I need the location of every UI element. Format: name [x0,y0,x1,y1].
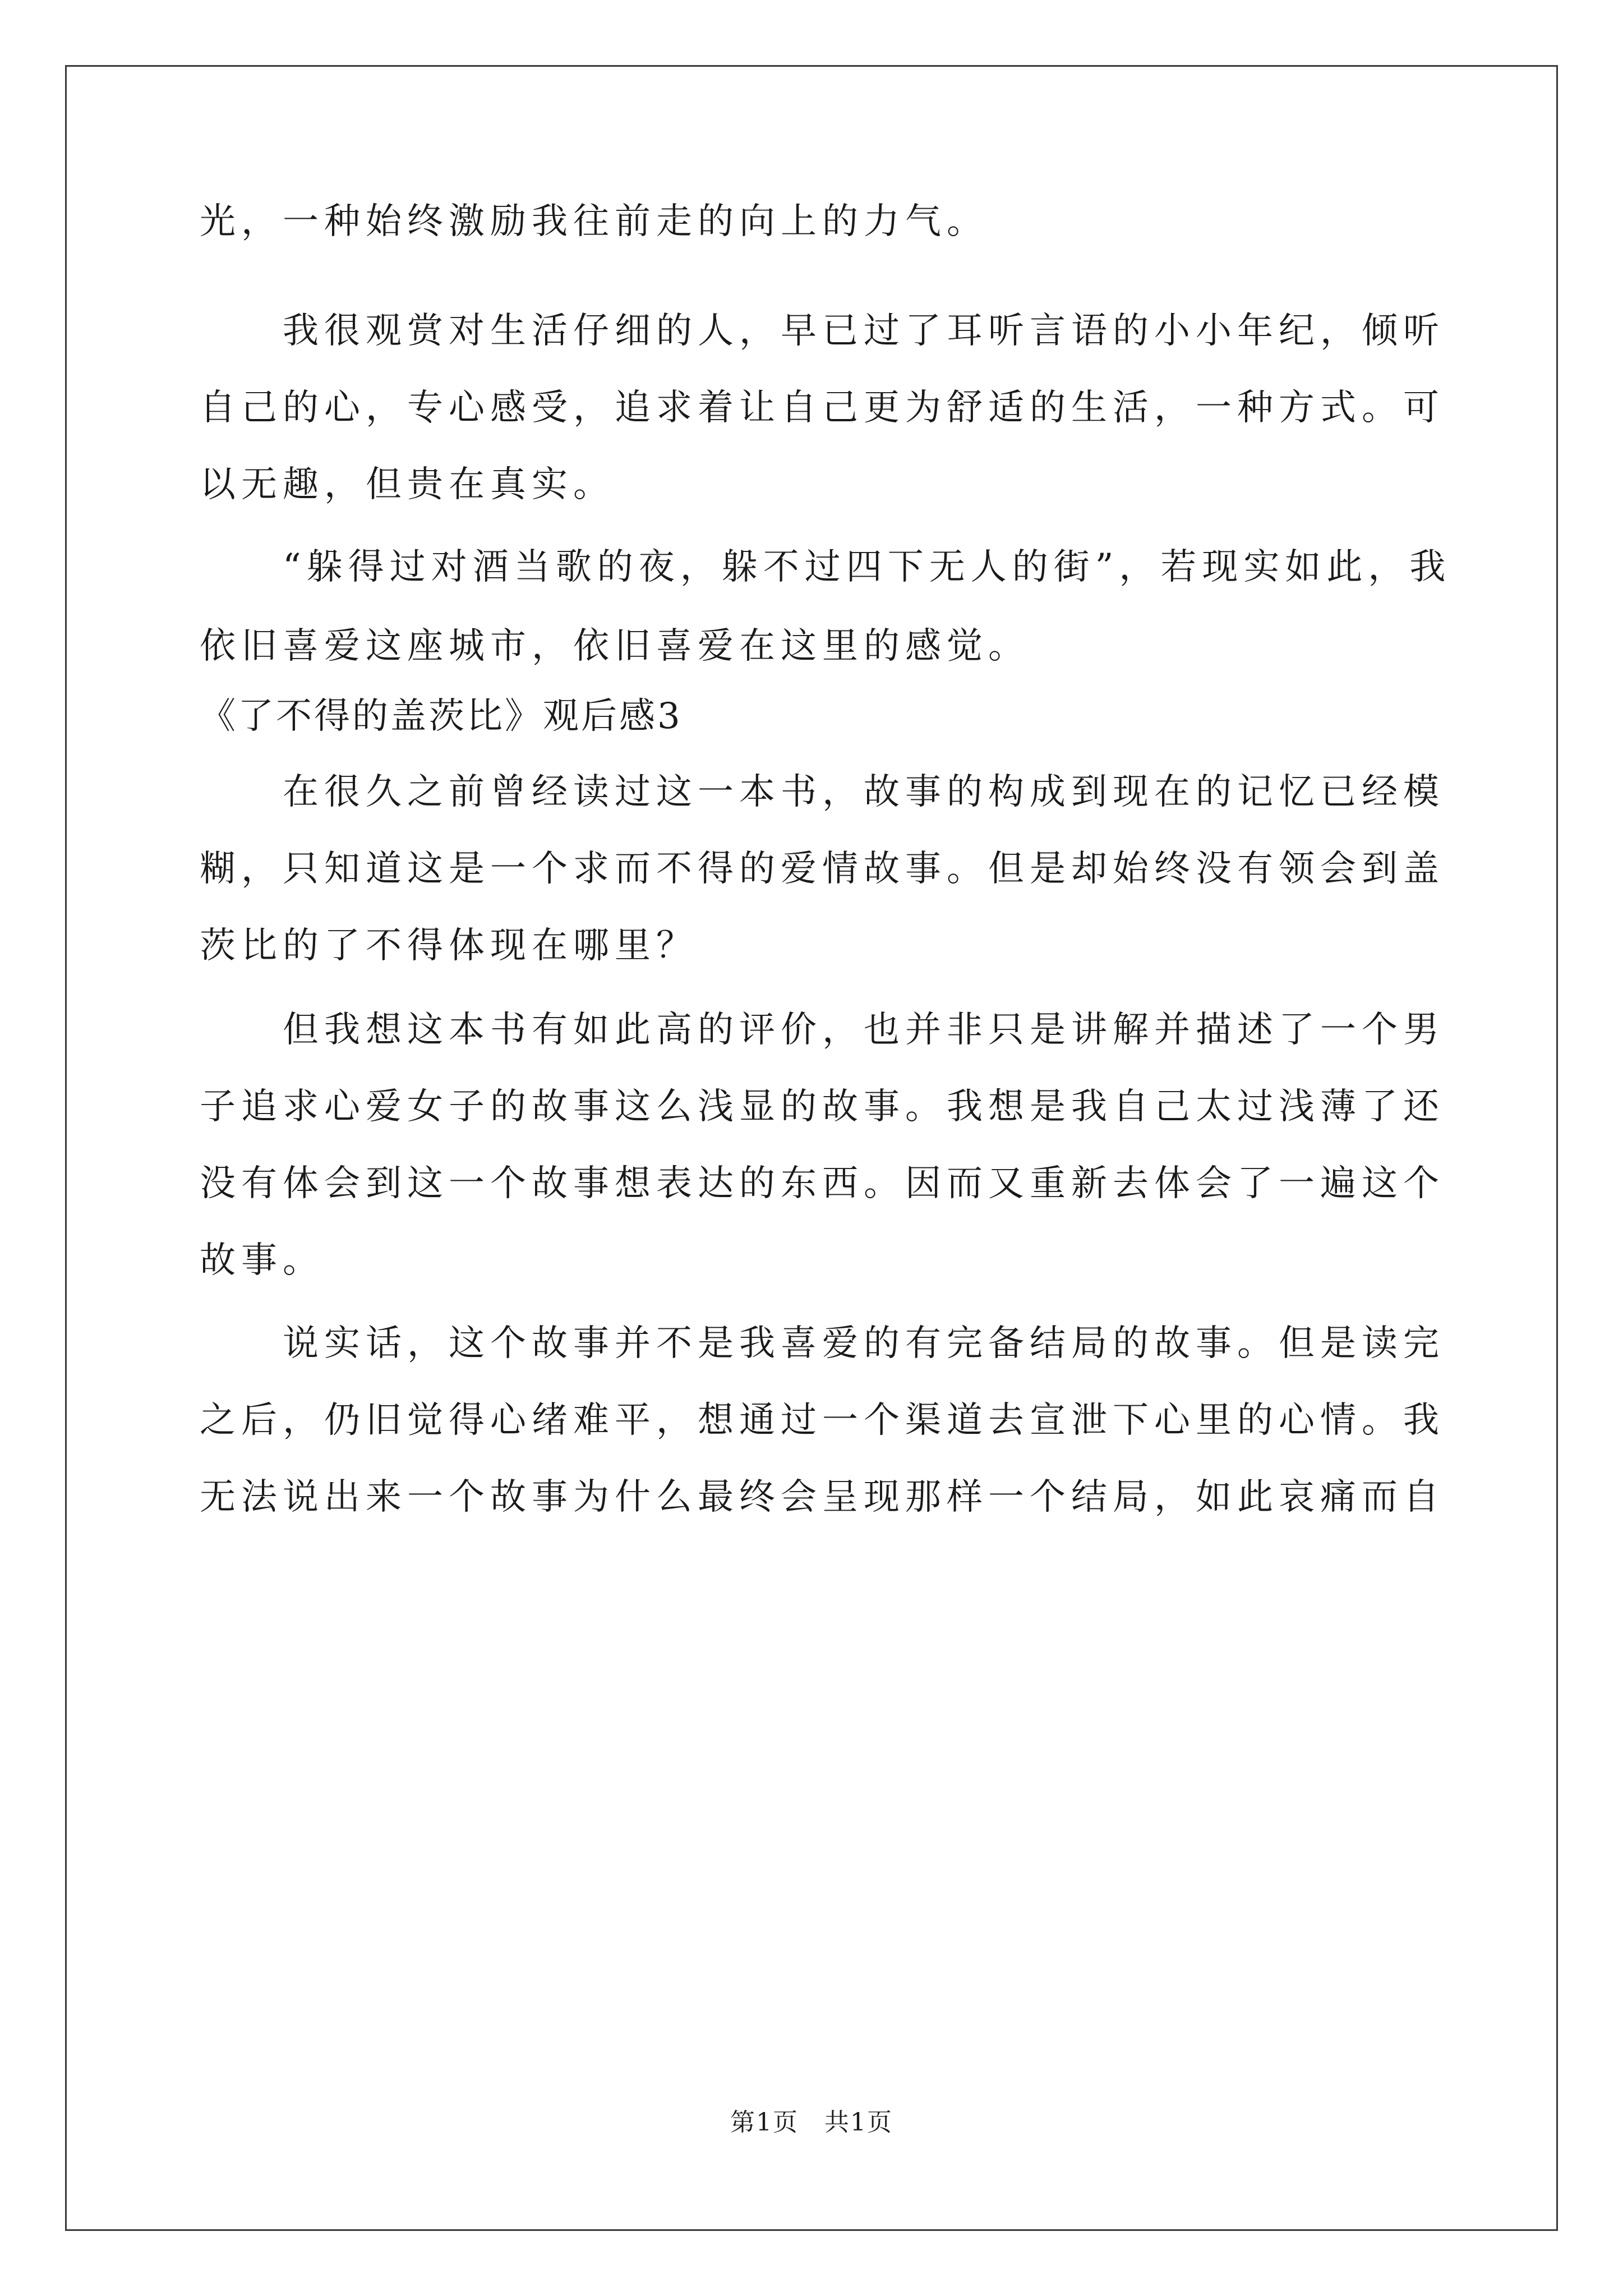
text-line: “躲得过对酒当歌的夜，躲不过四下无人的街”，若现实如此，我 [283,546,1451,588]
text-line: 在很久之前曾经读过这一本书，故事的构成到现在的记忆已经模 [283,771,1445,813]
text-line: 之后，仍旧觉得心绪难平，想通过一个渠道去宣泄下心里的心情。我 [200,1400,1445,1441]
text-line: 子追求心爱女子的故事这么浅显的故事。我想是我自己太过浅薄了还 [200,1086,1445,1128]
text-line: 我很观赏对生活仔细的人，早已过了耳听言语的小小年纪，倾听 [283,310,1445,352]
text-line: 依旧喜爱这座城市，依旧喜爱在这里的感觉。 [200,625,1030,667]
section-title: 《了不得的盖茨比》观后感3 [200,696,683,737]
text-line: 没有体会到这一个故事想表达的东西。因而又重新去体会了一遍这个 [200,1163,1445,1204]
text-line: 无法说出来一个故事为什么最终会呈现那样一个结局，如此哀痛而自 [200,1476,1445,1518]
text-line: 以无趣，但贵在真实。 [200,464,615,505]
text-line: 故事。 [200,1240,324,1281]
text-line: 茨比的了不得体现在哪里？ [200,925,698,967]
page-number-footer: 第1页 共1页 [730,2108,893,2137]
text-line: 但我想这本书有如此高的评价，也并非只是讲解并描述了一个男 [283,1009,1445,1051]
text-line: 光，一种始终激励我往前走的向上的力气。 [200,201,988,242]
text-line: 糊，只知道这是一个求而不得的爱情故事。但是却始终没有领会到盖 [200,848,1445,890]
text-line: 说实话，这个故事并不是我喜爱的有完备结局的故事。但是读完 [283,1323,1445,1364]
text-line: 自己的心，专心感受，追求着让自己更为舒适的生活，一种方式。可 [200,387,1445,429]
